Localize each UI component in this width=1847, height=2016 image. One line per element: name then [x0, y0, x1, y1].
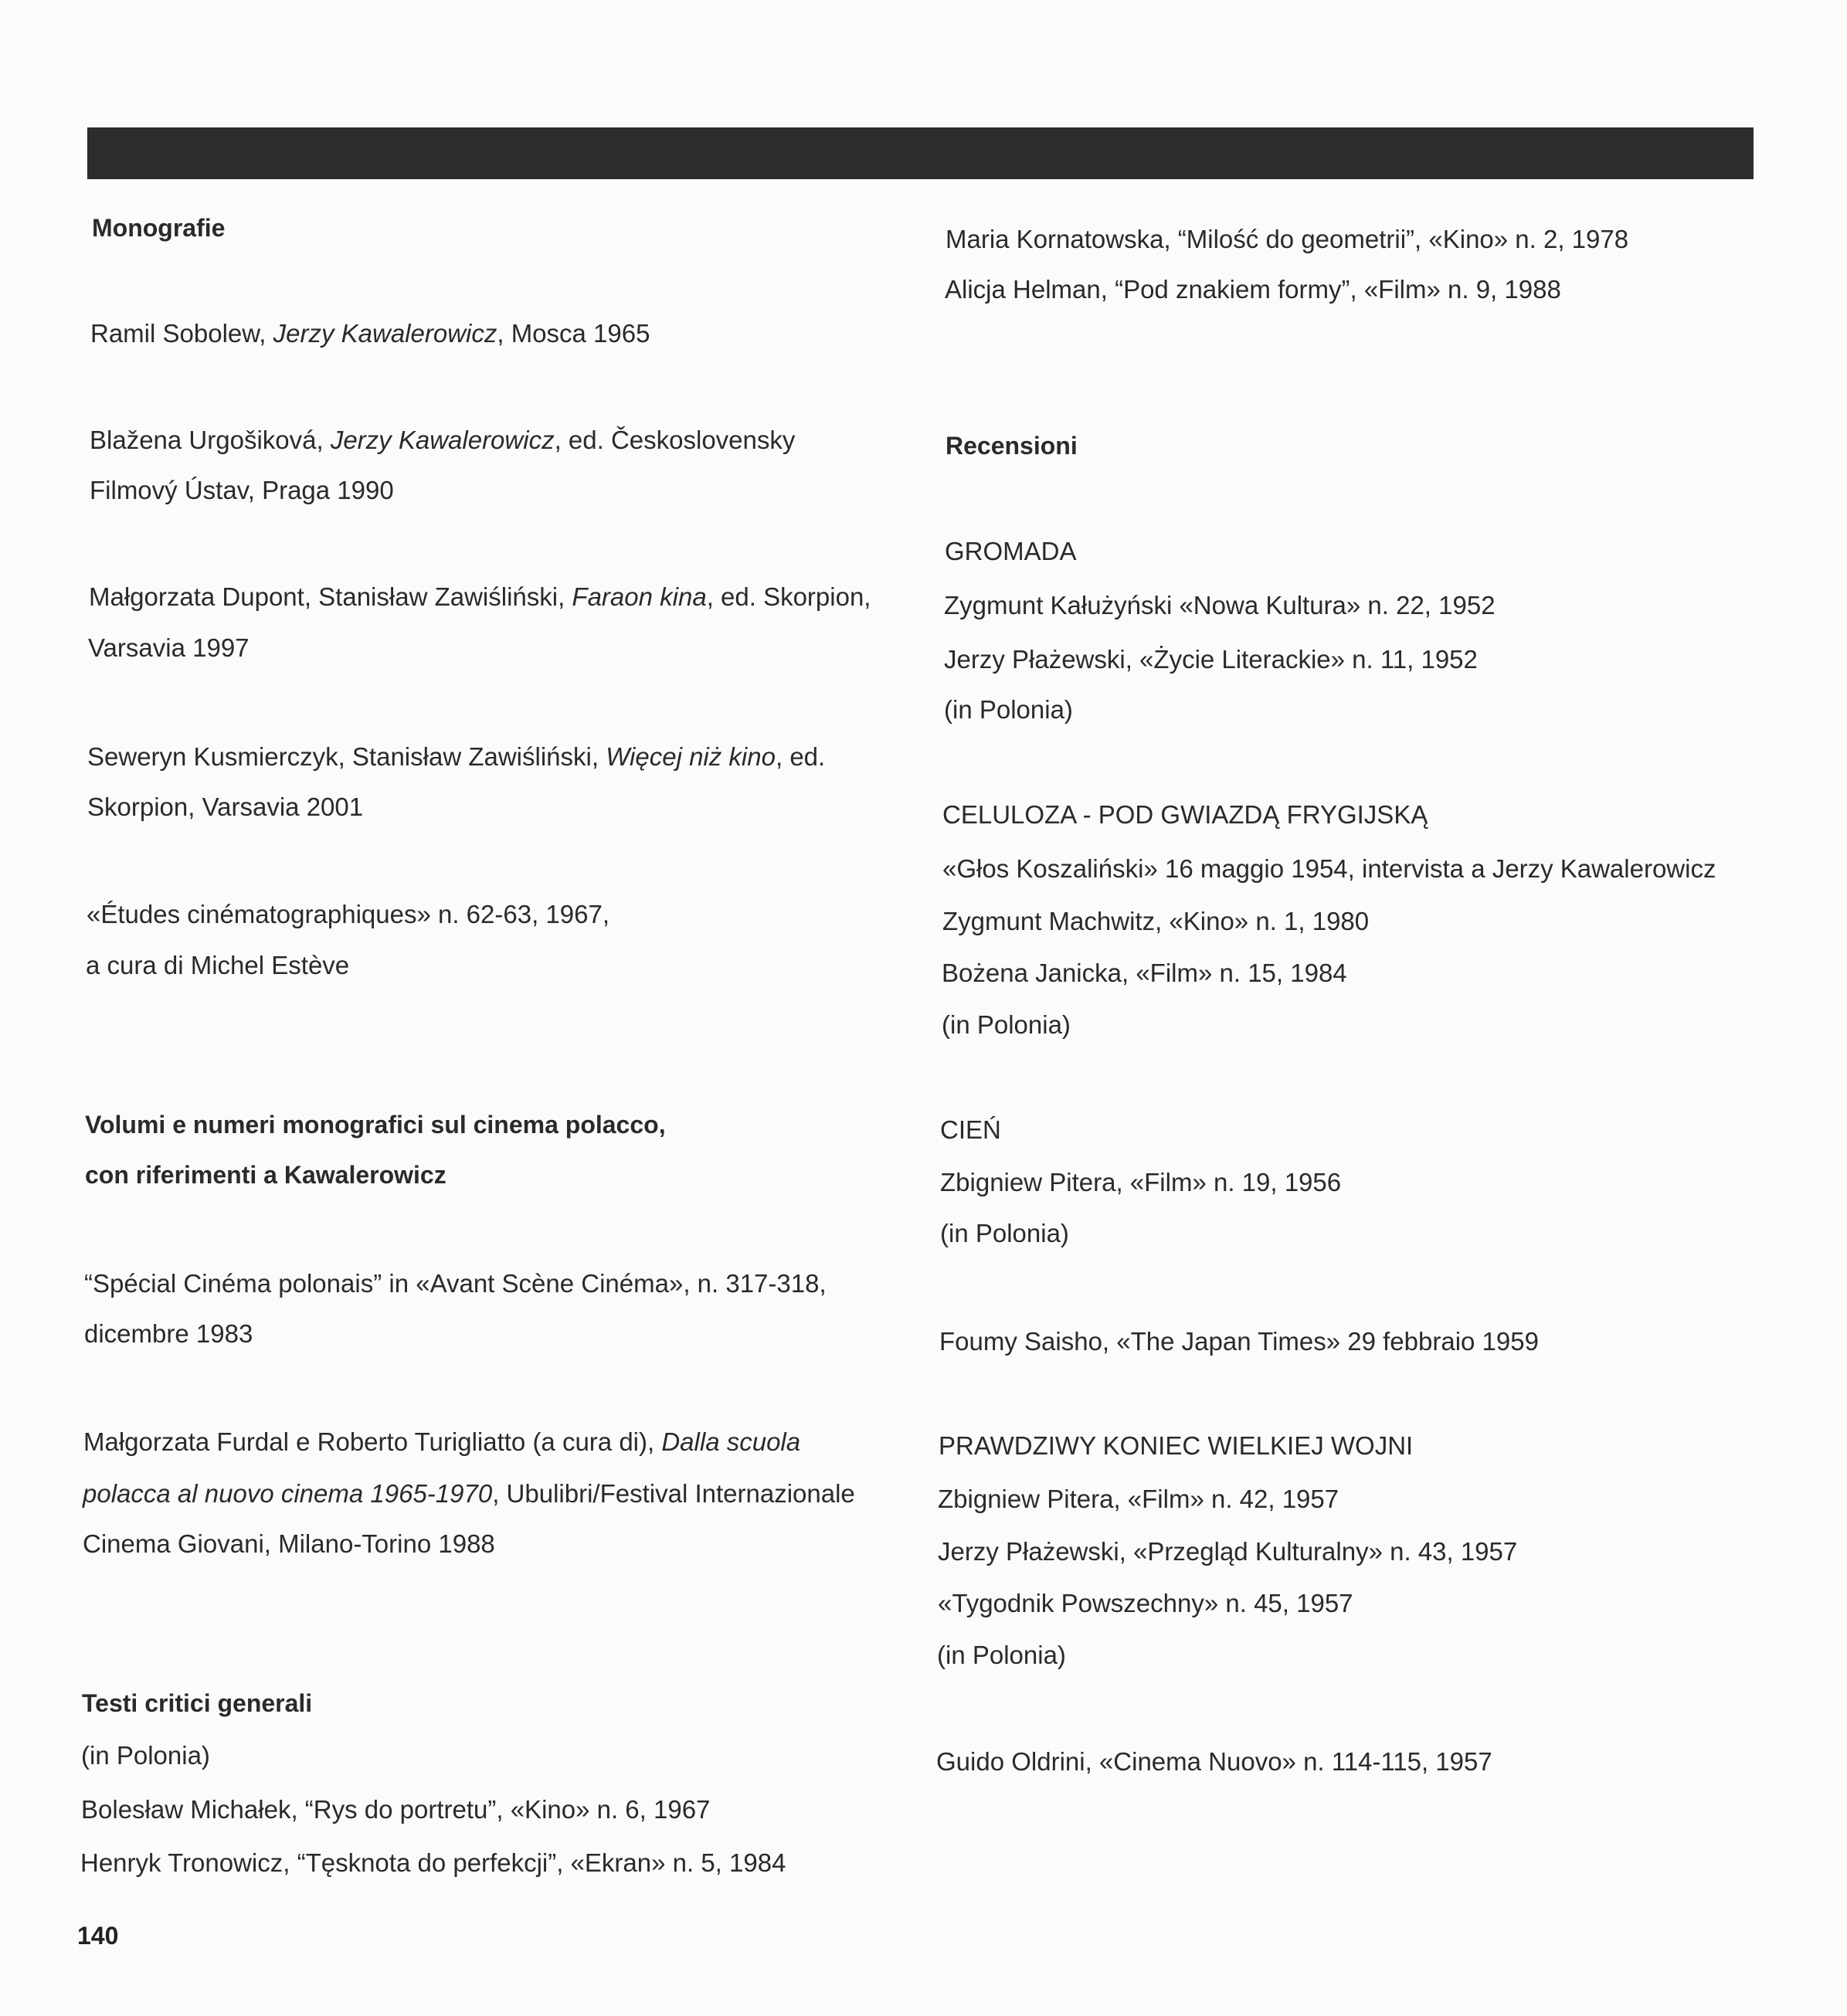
prawdziwy-entry-1: Zbigniew Pitera, «Film» n. 42, 1957	[938, 1485, 1339, 1513]
heading-monografie: Monografie	[92, 214, 226, 242]
entry-etudes: «Études cinématographiques» n. 62-63, 1967,	[87, 900, 609, 928]
entry-kusmierczyk-line2: Skorpion, Varsavia 2001	[87, 792, 364, 821]
header-bar	[87, 127, 1754, 179]
entry-kusmierczyk	[87, 744, 825, 769]
entry-kornatowska: Maria Kornatowska, “Milość do geometrii”, «Kino» n. 2, 1978	[946, 225, 1629, 253]
entry-tronowicz: Henryk Tronowicz, “Tęsknota do perfekcji”, «Ekran» n. 5, 1984	[80, 1848, 786, 1877]
entry-michalek: Bolesław Michałek, “Rys do portretu”, «Kino» n. 6, 1967	[81, 1795, 711, 1824]
author: Małgorzata Dupont, Stanisław Zawiśliński,	[89, 582, 572, 611]
rest: , ed.	[775, 742, 826, 771]
entry-helman: Alicja Helman, “Pod znakiem formy”, «Film» n. 9, 1988	[945, 275, 1561, 304]
heading-testi: Testi critici generali	[82, 1689, 313, 1717]
heading-recensioni: Recensioni	[946, 432, 1078, 460]
entry-oldrini: Guido Oldrini, «Cinema Nuovo» n. 114-115, 1957	[936, 1747, 1492, 1776]
title-cont: polacca al nuovo cinema 1965-1970	[83, 1479, 493, 1508]
entry-special-line2: dicembre 1983	[84, 1319, 253, 1348]
entry-saisho: Foumy Saisho, «The Japan Times» 29 febbraio 1959	[939, 1327, 1539, 1356]
entry-furdal	[83, 1429, 800, 1454]
prawdziwy-entry-3: «Tygodnik Powszechny» n. 45, 1957	[938, 1589, 1353, 1617]
cien-entry-1: Zbigniew Pitera, «Film» n. 19, 1956	[940, 1168, 1342, 1196]
rest: , ed. Skorpion,	[706, 582, 871, 611]
entry-furdal-line3: Cinema Giovani, Milano-Torino 1988	[83, 1529, 495, 1558]
prawdziwy-note: (in Polonia)	[937, 1641, 1066, 1669]
heading-volumi-2: con riferimenti a Kawalerowicz	[85, 1161, 446, 1189]
entry-special: “Spécial Cinéma polonais” in «Avant Scène Cinéma», n. 317-318,	[84, 1269, 827, 1298]
gromada-title: GROMADA	[945, 537, 1077, 565]
entry-urgosikova-line2: Filmový Ústav, Praga 1990	[90, 476, 394, 504]
prawdziwy-title: PRAWDZIWY KONIEC WIELKIEJ WOJNI	[939, 1431, 1414, 1460]
cien-title: CIEŃ	[940, 1115, 1001, 1144]
author: Ramil Sobolew,	[90, 319, 273, 348]
author: Seweryn Kusmierczyk, Stanisław Zawiśliński,	[87, 742, 606, 771]
cien-note: (in Polonia)	[940, 1219, 1069, 1247]
celuloza-entry-2: Zygmunt Machwitz, «Kino» n. 1, 1980	[942, 907, 1370, 935]
entry-dupont-line2: Varsavia 1997	[88, 633, 250, 662]
heading-volumi-1: Volumi e numeri monografici sul cinema polacco,	[85, 1111, 666, 1139]
celuloza-note: (in Polonia)	[942, 1010, 1071, 1039]
title: Jerzy Kawalerowicz	[273, 319, 497, 348]
celuloza-entry-3: Bożena Janicka, «Film» n. 15, 1984	[942, 959, 1347, 987]
entry-dupont	[89, 584, 871, 609]
title: Więcej niż kino	[606, 742, 776, 771]
gromada-note: (in Polonia)	[944, 695, 1073, 724]
title: Jerzy Kawalerowicz	[330, 426, 555, 454]
gromada-entry-2: Jerzy Płażewski, «Życie Literackie» n. 11, 1952	[944, 645, 1478, 674]
title: Dalla scuola	[661, 1427, 801, 1456]
rest: , Mosca 1965	[497, 319, 650, 348]
celuloza-entry-1: «Głos Koszaliński» 16 maggio 1954, intervista a Jerzy Kawalerowicz	[942, 854, 1716, 883]
rest: , Ubulibri/Festival Internazionale	[492, 1479, 855, 1508]
title: Faraon kina	[572, 582, 707, 611]
entry-etudes-line2: a cura di Michel Estève	[86, 951, 350, 979]
author: Blažena Urgošiková,	[90, 426, 331, 454]
celuloza-title: CELULOZA - POD GWIAZDĄ FRYGIJSKĄ	[942, 800, 1428, 829]
authors: Małgorzata Furdal e Roberto Turigliatto (a cura di),	[83, 1427, 662, 1456]
entry-furdal-line2	[83, 1481, 855, 1506]
gromada-entry-1: Zygmunt Kałużyński «Nowa Kultura» n. 22, 1952	[944, 591, 1496, 619]
entry-sobolew	[90, 321, 650, 346]
testi-note: (in Polonia)	[81, 1741, 210, 1770]
prawdziwy-entry-2: Jerzy Płażewski, «Przegląd Kulturalny» n. 43, 1957	[938, 1537, 1518, 1566]
page-number: 140	[77, 1922, 119, 1950]
rest: , ed. Československy	[554, 426, 796, 454]
entry-urgosikova	[90, 427, 795, 453]
